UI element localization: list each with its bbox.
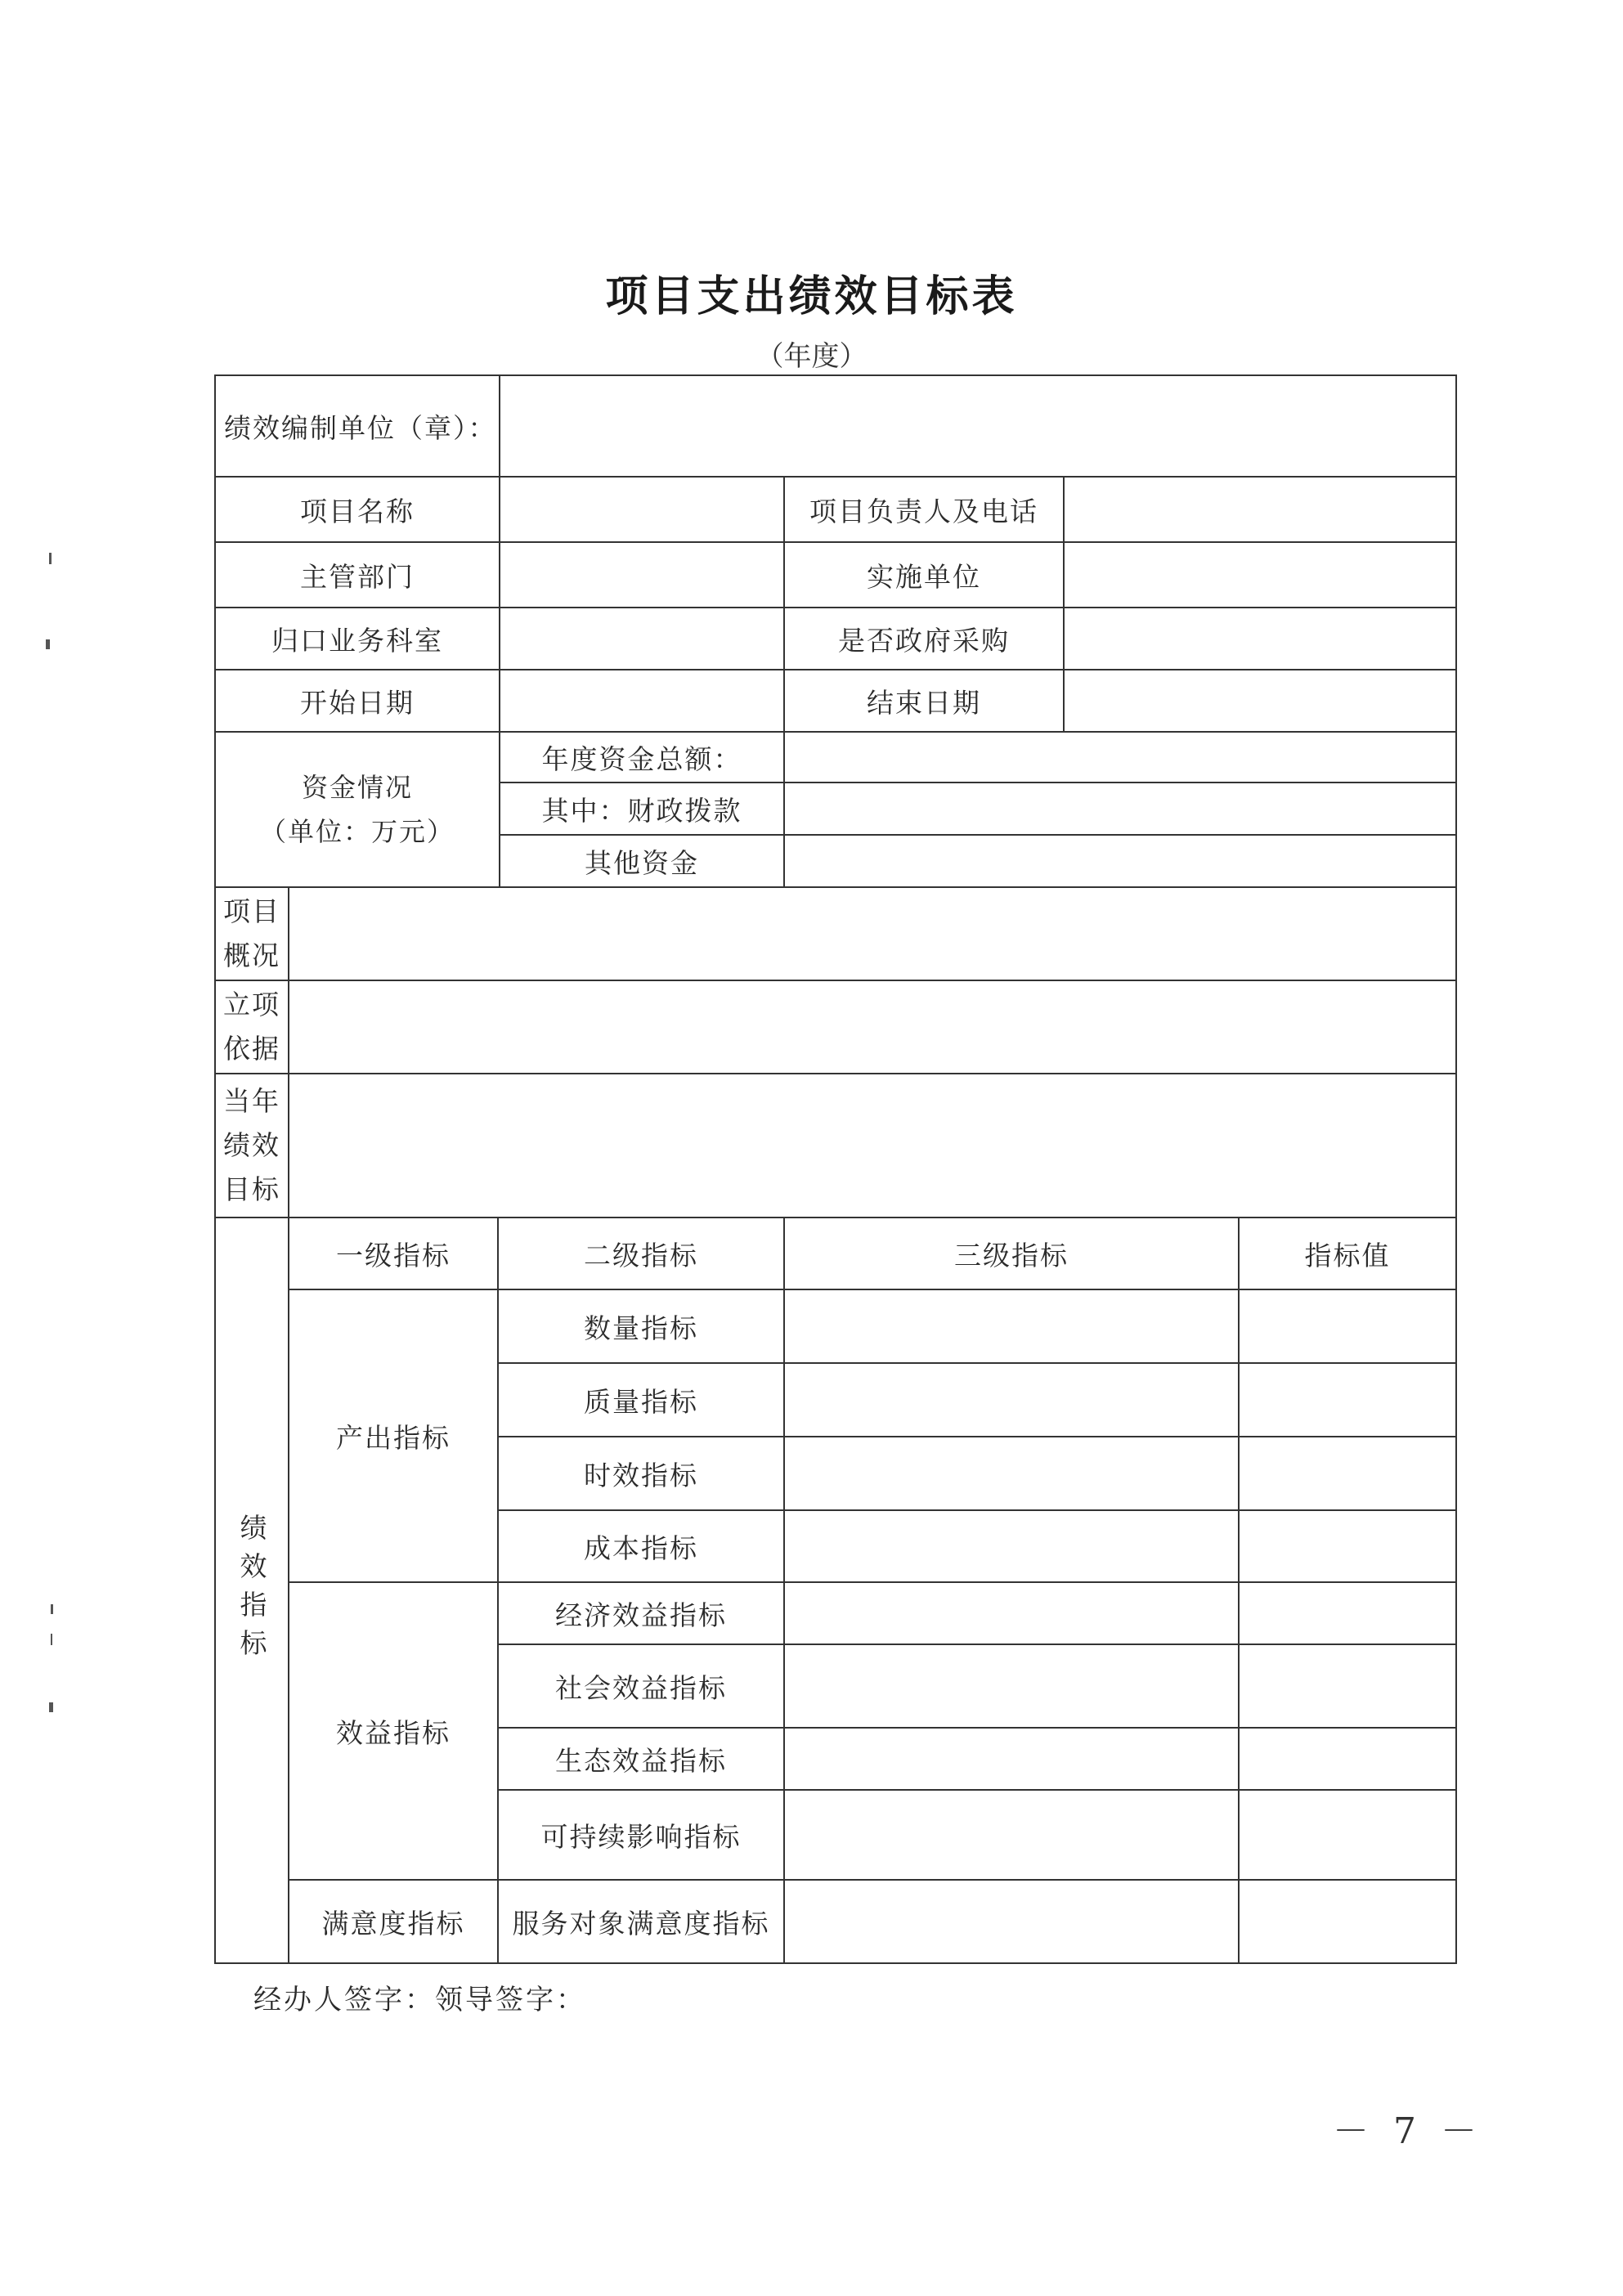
funds-fiscal-field[interactable] [783,782,1457,836]
basis-field[interactable] [288,980,1457,1074]
basis-label-line1: 立项 [223,989,280,1020]
benefit-item-sustainable: 可持续影响指标 [497,1789,785,1881]
owner-phone-field[interactable] [1063,476,1457,543]
basis-label-line2: 依据 [223,1033,280,1065]
scan-mark [51,1604,53,1614]
goal-label-line2: 绩效 [223,1129,280,1161]
start-date-field[interactable] [499,669,785,733]
output-item-cost: 成本指标 [497,1509,785,1583]
benefit-ecological-l3[interactable] [783,1727,1240,1791]
benefit-social-l3[interactable] [783,1644,1240,1729]
satisfaction-service-l3[interactable] [783,1879,1240,1964]
page-number: － 7 － [1333,2110,1483,2152]
gov-purchase-field[interactable] [1063,607,1457,670]
basis-label [214,980,289,1074]
scan-mark [49,553,52,564]
output-quality-value[interactable] [1238,1362,1457,1437]
end-date-field[interactable] [1063,669,1457,733]
goal-field[interactable] [288,1073,1457,1218]
scan-mark [49,1702,53,1712]
funds-label-line1: 资金情况 [301,772,413,803]
output-cost-l3[interactable] [783,1509,1240,1583]
output-quantity-l3[interactable] [783,1289,1240,1364]
end-date-label: 结束日期 [783,669,1065,733]
signature-line: 经办人签字：领导签字： [253,1984,586,2016]
compiler-label: 绩效编制单位（章）： [214,374,500,478]
output-timeliness-l3[interactable] [783,1436,1240,1511]
benefit-sustainable-l3[interactable] [783,1789,1240,1881]
scan-mark [51,1634,52,1645]
page-title: 项目支出绩效目标表 [605,271,1018,321]
benefit-item-social: 社会效益指标 [497,1644,785,1729]
overview-label [214,886,289,981]
output-quality-l3[interactable] [783,1362,1240,1437]
impl-unit-label: 实施单位 [783,541,1065,608]
funds-label-line2: （单位：万元） [259,816,455,847]
benefit-item-economic: 经济效益指标 [497,1581,785,1645]
overview-label-line2: 概况 [223,939,280,971]
page-subtitle: （年度） [755,340,868,373]
header-level3: 三级指标 [783,1217,1240,1290]
benefit-social-value[interactable] [1238,1644,1457,1729]
output-item-quality: 质量指标 [497,1362,785,1437]
funds-other-label: 其他资金 [499,834,785,888]
benefit-item-ecological: 生态效益指标 [497,1727,785,1791]
funds-fiscal-label: 其中：财政拨款 [499,782,785,836]
output-cost-value[interactable] [1238,1509,1457,1583]
indicators-side-label: 绩效指标 [214,1217,289,1964]
benefit-economic-value[interactable] [1238,1581,1457,1645]
funds-label [214,731,500,888]
output-timeliness-value[interactable] [1238,1436,1457,1511]
dept-label: 主管部门 [214,541,500,608]
satisfaction-item-service: 服务对象满意度指标 [497,1879,785,1964]
scan-mark [46,639,50,649]
office-field[interactable] [499,607,785,670]
office-label: 归口业务科室 [214,607,500,670]
owner-phone-label: 项目负责人及电话 [783,476,1065,543]
gov-purchase-label: 是否政府采购 [783,607,1065,670]
goal-label [214,1073,289,1218]
overview-label-line1: 项目 [223,895,280,927]
funds-other-field[interactable] [783,834,1457,888]
goal-label-line1: 当年 [223,1085,280,1117]
impl-unit-field[interactable] [1063,541,1457,608]
project-name-field[interactable] [499,476,785,543]
goal-label-line3: 目标 [223,1173,280,1205]
output-label: 产出指标 [288,1289,499,1583]
compiler-field[interactable] [499,374,1457,478]
satisfaction-service-value[interactable] [1238,1879,1457,1964]
header-level1: 一级指标 [288,1217,499,1290]
output-item-quantity: 数量指标 [497,1289,785,1364]
benefit-label: 效益指标 [288,1581,499,1881]
benefit-economic-l3[interactable] [783,1581,1240,1645]
funds-total-label: 年度资金总额： [499,731,785,783]
header-value: 指标值 [1238,1217,1457,1290]
project-name-label: 项目名称 [214,476,500,543]
funds-total-field[interactable] [783,731,1457,783]
satisfaction-label: 满意度指标 [288,1879,499,1964]
output-quantity-value[interactable] [1238,1289,1457,1364]
output-item-timeliness: 时效指标 [497,1436,785,1511]
start-date-label: 开始日期 [214,669,500,733]
benefit-ecological-value[interactable] [1238,1727,1457,1791]
dept-field[interactable] [499,541,785,608]
header-level2: 二级指标 [497,1217,785,1290]
benefit-sustainable-value[interactable] [1238,1789,1457,1881]
overview-field[interactable] [288,886,1457,981]
